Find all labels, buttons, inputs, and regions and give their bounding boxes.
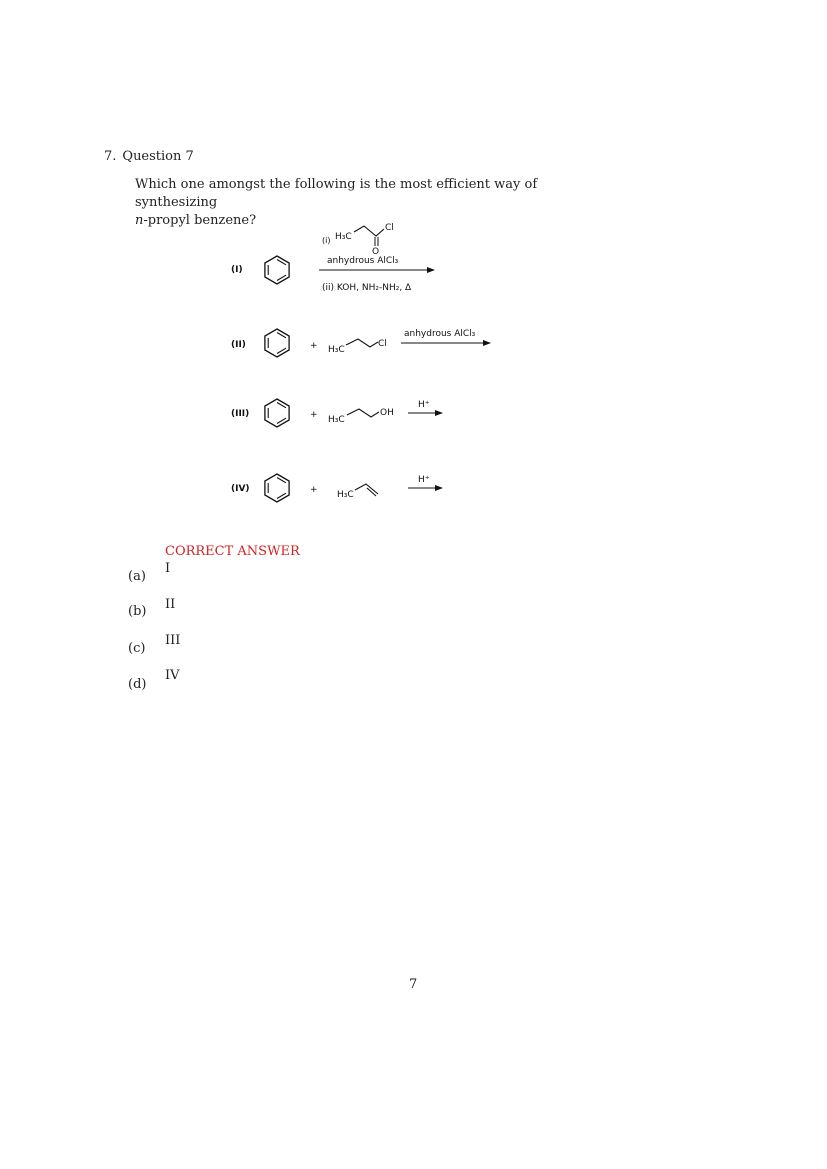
- reaction-2-label: (II): [231, 340, 246, 350]
- reaction-3-catalyst: H⁺: [418, 400, 430, 410]
- reaction-4-label: (IV): [231, 484, 250, 494]
- reaction-1-halide: Cl: [385, 223, 394, 233]
- option-b-text: II: [165, 597, 176, 612]
- reaction-2: [231, 329, 490, 357]
- reaction-1-step2: (ii) KOH, NH₂-NH₂, Δ: [322, 283, 412, 293]
- question-text-line1: Which one amongst the following is the most efficient way of synthesizing: [135, 177, 538, 210]
- option-d-letter: (d): [128, 677, 147, 692]
- option-a-text: I: [165, 561, 171, 576]
- reaction-1-label: (I): [231, 265, 243, 275]
- reaction-1-reagent-chain: [354, 226, 384, 236]
- page-number: 7: [409, 977, 418, 992]
- benzene-ring-3: [265, 399, 289, 427]
- reaction-4: [231, 474, 442, 502]
- reaction-4-reagent-chain: [355, 484, 378, 494]
- reaction-3-reagent-end: OH: [380, 408, 394, 418]
- reaction-3-reagent-group: H₃C: [328, 415, 345, 425]
- reaction-3: [231, 399, 442, 427]
- reaction-3-label: (III): [231, 409, 250, 419]
- option-b-letter: (b): [128, 604, 147, 619]
- reaction-3-plus: +: [310, 410, 318, 420]
- option-c-text: III: [165, 633, 181, 648]
- question-text-line2-rest: -propyl benzene?: [143, 213, 257, 228]
- question-title: Question 7: [122, 149, 194, 164]
- reaction-1-carbonyl-o: O: [372, 247, 380, 257]
- reaction-2-reagent-chain: [346, 339, 378, 347]
- benzene-ring-2: [265, 329, 289, 357]
- reaction-1: [231, 223, 434, 293]
- correct-answer-label: CORRECT ANSWER: [165, 544, 300, 559]
- reaction-2-reagent-group: H₃C: [328, 345, 345, 355]
- reaction-2-catalyst: anhydrous AlCl₃: [404, 329, 476, 339]
- reaction-schemes: [0, 0, 827, 540]
- option-a-letter: (a): [128, 569, 146, 584]
- benzene-ring-4: [265, 474, 289, 502]
- option-d-text: IV: [165, 668, 180, 683]
- reaction-4-reagent-group: H₃C: [337, 490, 354, 500]
- reaction-4-plus: +: [310, 485, 318, 495]
- benzene-ring-1: [265, 256, 289, 284]
- italic-n: n: [135, 213, 144, 228]
- reaction-1-step1-label: (i): [322, 236, 331, 245]
- question-number: 7.: [104, 149, 117, 164]
- reaction-4-catalyst: H⁺: [418, 475, 430, 485]
- reaction-3-reagent-chain: [347, 409, 379, 417]
- reaction-1-catalyst: anhydrous AlCl₃: [327, 256, 399, 266]
- reaction-1-reagent-group: H₃C: [335, 232, 352, 242]
- reaction-2-reagent-end: Cl: [378, 339, 387, 349]
- reaction-2-plus: +: [310, 341, 318, 351]
- option-c-letter: (c): [128, 641, 146, 656]
